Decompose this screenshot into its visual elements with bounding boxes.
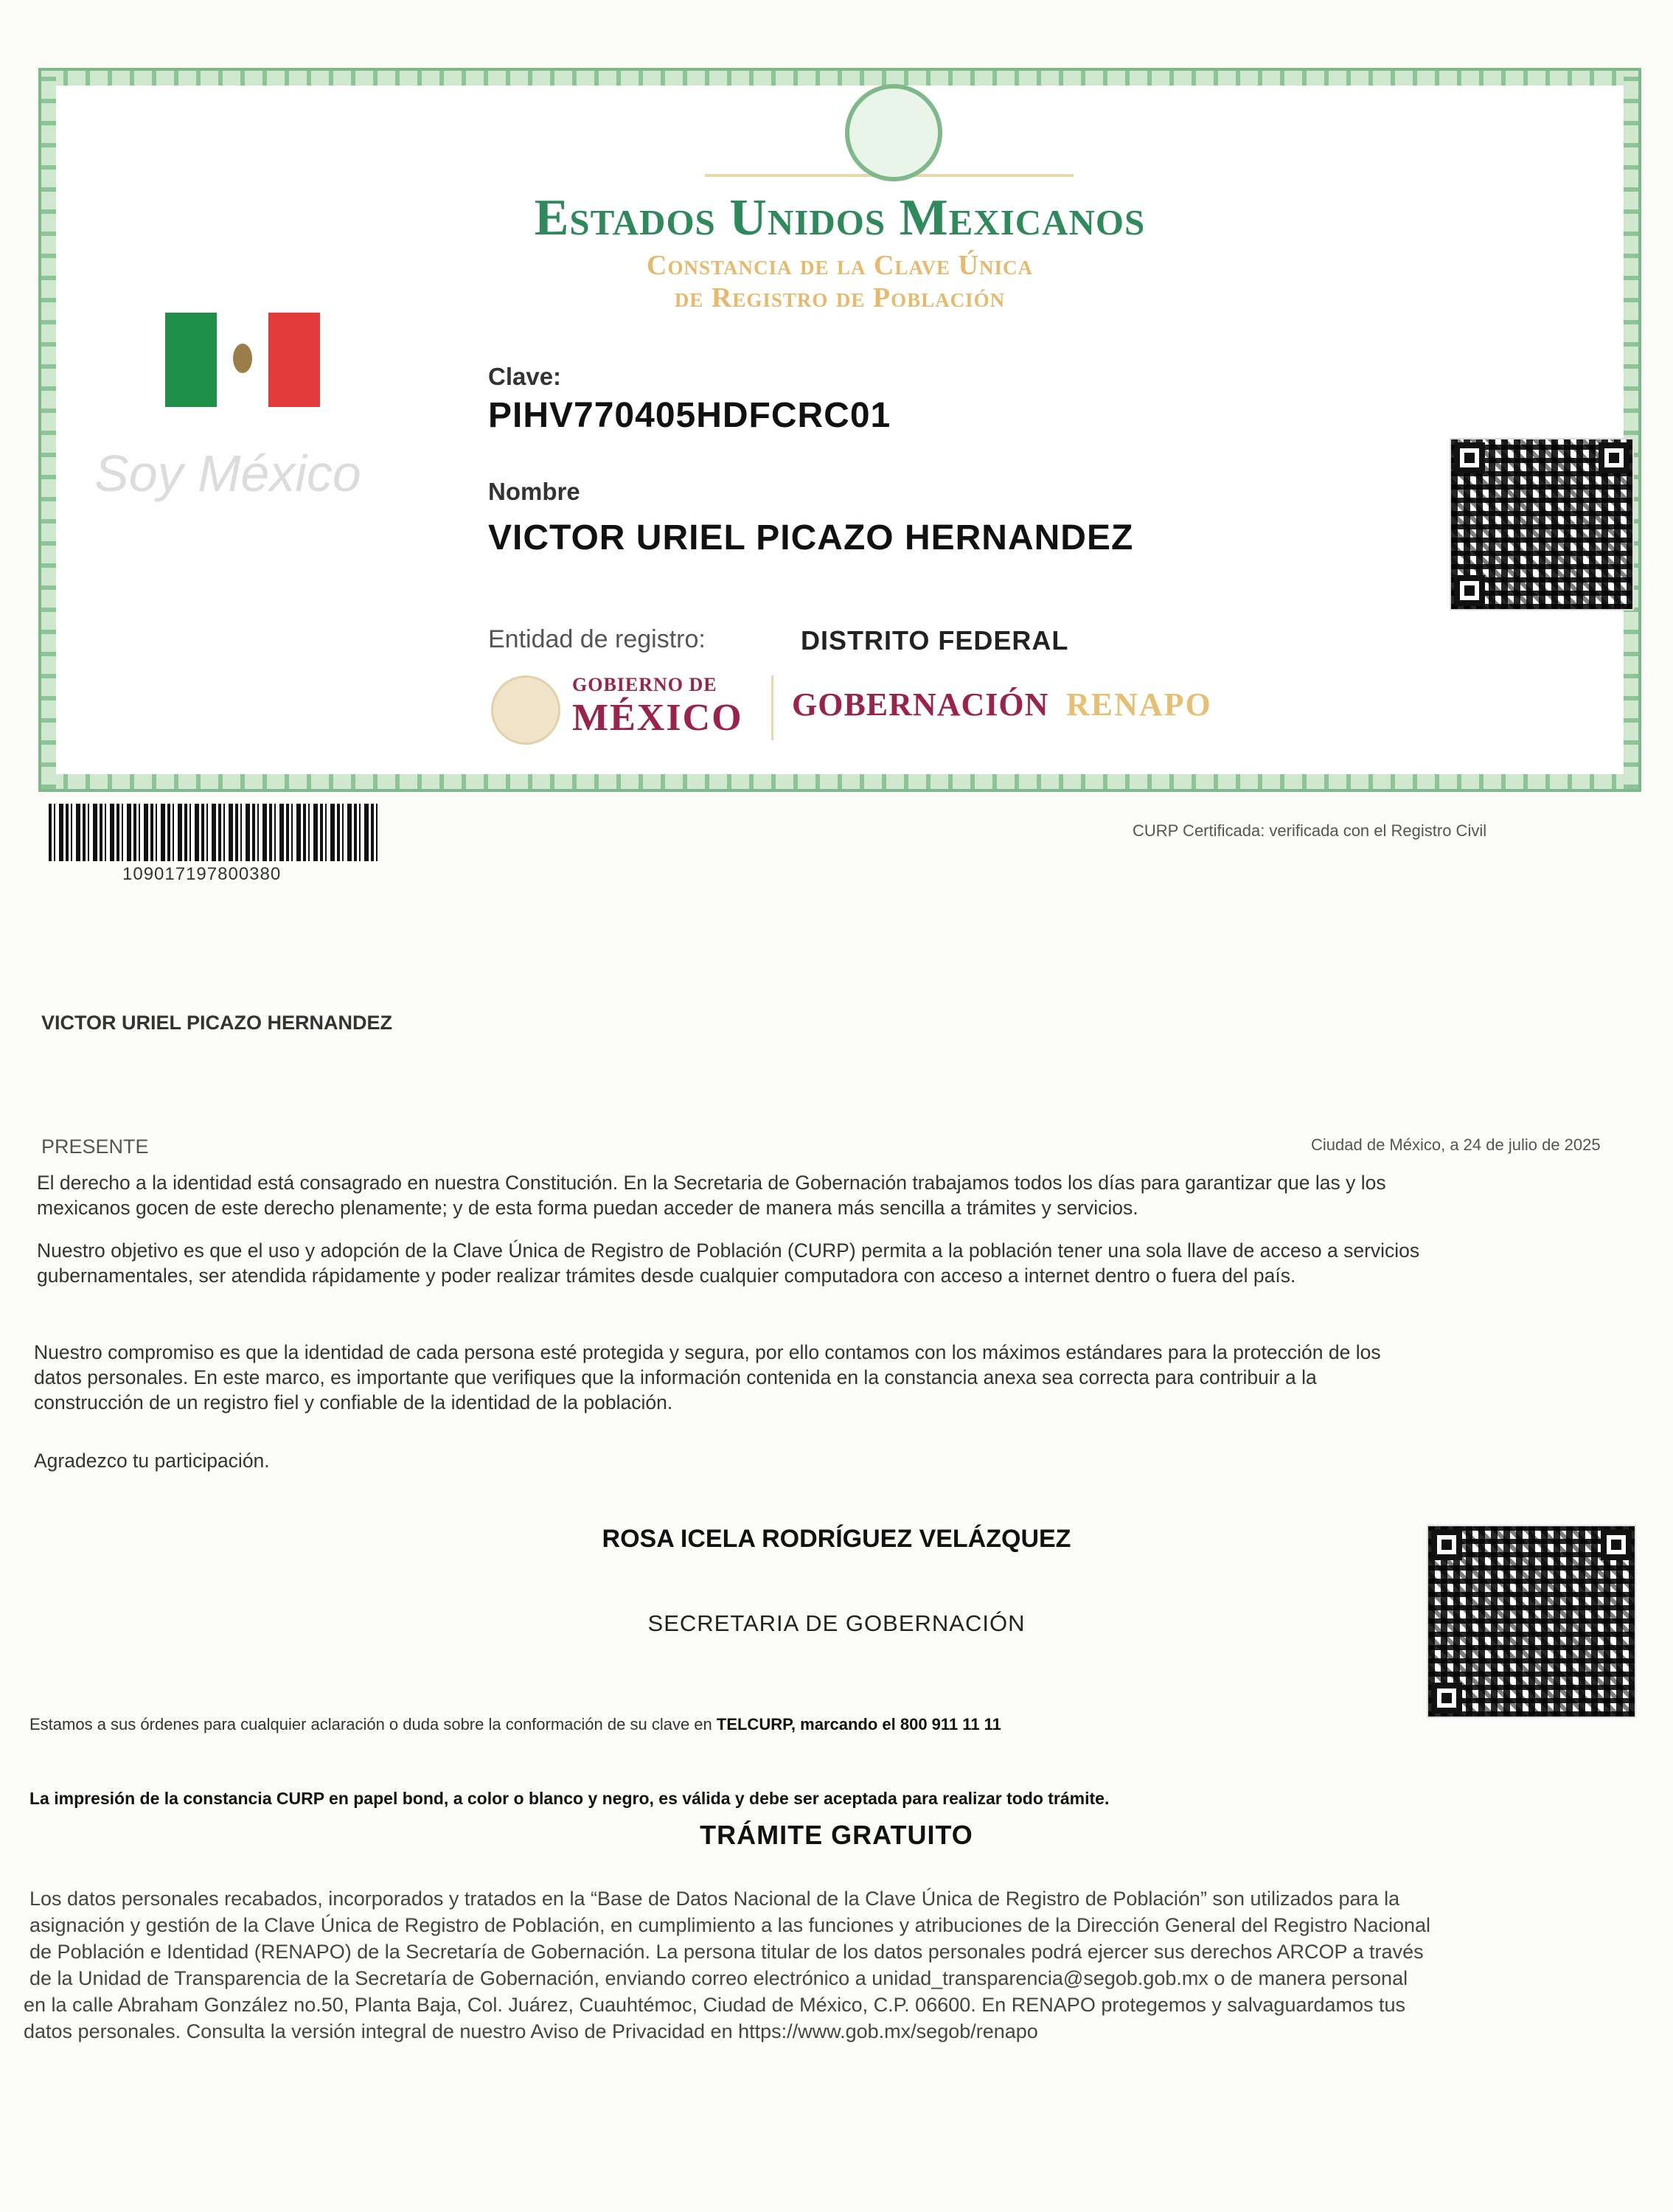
- national-seal-icon: [845, 84, 942, 181]
- gobierno-de-mexico-logo-line1: GOBIERNO DE: [572, 674, 717, 695]
- clave-value: PIHV770405HDFCRC01: [488, 396, 891, 435]
- tramite-gratuito: TRÁMITE GRATUITO: [700, 1820, 973, 1850]
- telcurp-phone: TELCURP, marcando el 800 911 11 11: [716, 1715, 1001, 1733]
- gobierno-seal-icon: [491, 675, 560, 745]
- signatory-title: SECRETARIA DE GOBERNACIÓN: [647, 1610, 1026, 1636]
- soy-mexico-watermark: Soy México: [94, 445, 361, 502]
- signatory-name: ROSA ICELA RODRÍGUEZ VELÁZQUEZ: [602, 1525, 1071, 1553]
- letter-date: Ciudad de México, a 24 de julio de 2025: [1311, 1135, 1601, 1154]
- paragraph-3-line-2: datos personales. En este marco, es importante que verifiques que la información contenida en la constancia anexa sea correcta para contribuir a la: [34, 1366, 1317, 1388]
- certificate-subtitle-1: Constancia de la Clave Única: [647, 250, 1033, 281]
- clave-label: Clave:: [488, 363, 562, 390]
- telcurp-text: Estamos a sus órdenes para cualquier aclaración o duda sobre la conformación de su clave en: [29, 1715, 717, 1733]
- paragraph-3-line-1: Nuestro compromiso es que la identidad de cada persona esté protegida y segura, por ello contamos con los máximos estándares para la protección de los: [34, 1341, 1381, 1363]
- certificate-subtitle-2: de Registro de Población: [674, 282, 1006, 313]
- privacy-line: de Población e Identidad (RENAPO) de la Secretaría de Gobernación. La persona titular de los datos personales podrá ejercer sus derechos ARCOP a través: [29, 1941, 1424, 1963]
- renapo-logo: RENAPO: [1066, 686, 1212, 723]
- border-band-bottom: [41, 774, 1638, 789]
- privacy-line: de la Unidad de Transparencia de la Secretaría de Gobernación, enviando correo electrónico a unidad_transparencia@segob.gob.mx o de manera personal: [29, 1967, 1408, 1989]
- border-band-right: [1624, 71, 1638, 789]
- qr-code-icon: [1450, 438, 1634, 611]
- recipient-name: VICTOR URIEL PICAZO HERNANDEZ: [41, 1012, 393, 1034]
- privacy-line: Los datos personales recabados, incorporados y tratados en la “Base de Datos Nacional de la Clave Única de Registro de Población” son utilizados para la: [29, 1888, 1400, 1910]
- nombre-value: VICTOR URIEL PICAZO HERNANDEZ: [488, 518, 1134, 557]
- border-band-left: [41, 71, 56, 789]
- paragraph-2-line-2: gubernamentales, ser atendida rápidamente y poder realizar trámites desde cualquier computadora con acceso a internet dentro o fuera del país.: [37, 1265, 1296, 1287]
- certificate-title: Estados Unidos Mexicanos: [534, 189, 1146, 246]
- impresion-note: La impresión de la constancia CURP en papel bond, a color o blanco y negro, es válida y debe ser aceptada para realizar todo trámite.: [29, 1789, 1110, 1808]
- privacy-line: datos personales. Consulta la versión integral de nuestro Aviso de Privacidad en https://www.gob.mx/segob/renapo: [24, 2020, 1038, 2042]
- border-band-top: [41, 71, 1638, 86]
- privacy-line: asignación y gestión de la Clave Única de Registro de Población, en cumplimiento a las funciones y atribuciones de la Dirección General del Registro Nacional: [29, 1914, 1431, 1936]
- presente-label: PRESENTE: [41, 1135, 149, 1158]
- paragraph-1-line-1: El derecho a la identidad está consagrado en nuestra Constitución. En la Secretaria de Gobernación trabajamos todos los días para garantizar que las y los: [37, 1172, 1386, 1194]
- telcurp-note: [29, 1715, 1001, 1734]
- nombre-label: Nombre: [488, 478, 580, 505]
- gobernacion-logo: GOBERNACIÓN: [792, 686, 1049, 723]
- paragraph-3-line-3: construcción de un registro fiel y confiable de la identidad de la población.: [34, 1391, 673, 1413]
- entidad-value: DISTRITO FEDERAL: [801, 625, 1069, 655]
- paragraph-2-line-1: Nuestro objetivo es que el uso y adopción de la Clave Única de Registro de Población (CURP) permita a la población tener una sola llave de acceso a servicios: [37, 1239, 1420, 1262]
- logo-divider: [771, 675, 773, 740]
- qr-code-icon: [1427, 1525, 1636, 1718]
- entidad-label: Entidad de registro:: [488, 625, 706, 653]
- privacy-line: en la calle Abraham González no.50, Planta Baja, Col. Juárez, Cuauhtémoc, Ciudad de México, C.P. 06600. En RENAPO protegemos y salvaguardamos tus: [24, 1994, 1406, 2016]
- barcode-number: 109017197800380: [122, 864, 282, 884]
- barcode-icon: [49, 804, 379, 861]
- closing-line: Agradezco tu participación.: [34, 1450, 270, 1472]
- gobierno-de-mexico-logo-line2: MÉXICO: [572, 697, 743, 739]
- curp-certificada-note: CURP Certificada: verificada con el Registro Civil: [1133, 821, 1487, 840]
- paragraph-1-line-2: mexicanos gocen de este derecho plenamente; y de esta forma puedan acceder de manera más sencilla a trámites y servicios.: [37, 1197, 1138, 1219]
- mexico-flag-icon: [165, 313, 320, 407]
- curp-certificate: [38, 68, 1641, 792]
